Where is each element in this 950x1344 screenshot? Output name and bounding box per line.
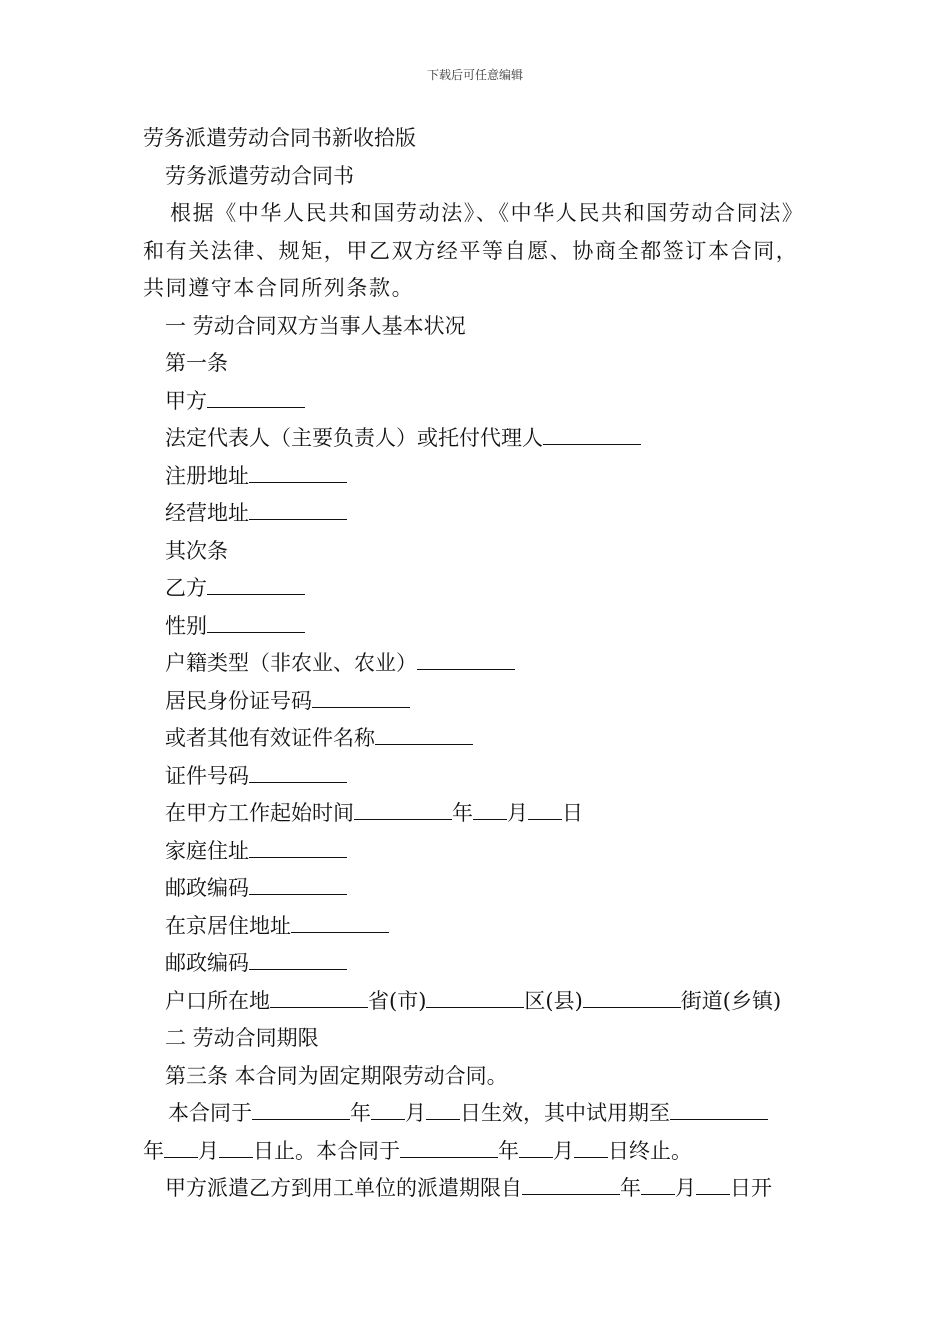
reg-addr-blank[interactable] — [249, 460, 347, 483]
effective-prefix: 本合同于 — [168, 1101, 252, 1125]
start-day-blank[interactable] — [528, 797, 562, 820]
month-label: 月 — [507, 801, 528, 825]
postcode-2-label: 邮政编码 — [165, 951, 249, 975]
party-a-label: 甲方 — [165, 388, 207, 413]
reg-addr-field — [143, 458, 813, 496]
probation-month-blank[interactable] — [164, 1135, 198, 1158]
home-addr-field — [143, 833, 813, 871]
termination-date-line — [143, 1133, 813, 1171]
postcode-field — [143, 870, 813, 908]
district-blank[interactable] — [426, 985, 524, 1008]
effective-year-blank[interactable] — [252, 1097, 350, 1120]
hukou-type-blank[interactable] — [417, 647, 515, 670]
gender-field — [143, 608, 813, 646]
page-header: 下载后可任意编辑 — [426, 68, 523, 82]
postcode-label: 邮政编码 — [165, 876, 249, 900]
id-number-field — [143, 683, 813, 721]
year-label: 年 — [620, 1176, 641, 1200]
hukou-location-field — [143, 983, 813, 1021]
document-body — [143, 120, 813, 1208]
month-label: 月 — [198, 1138, 219, 1163]
start-year-blank[interactable] — [354, 797, 452, 820]
hukou-type-field — [143, 645, 813, 683]
other-id-field — [143, 720, 813, 758]
street-label: 街道(乡镇) — [680, 988, 782, 1013]
legal-rep-blank[interactable] — [543, 422, 641, 445]
biz-addr-field — [143, 495, 813, 533]
cert-number-label: 证件号码 — [165, 763, 249, 788]
end-year-blank[interactable] — [400, 1135, 498, 1158]
probation-year-blank[interactable] — [670, 1097, 768, 1120]
end-month-blank[interactable] — [519, 1135, 553, 1158]
section-1-heading: 一 劳动合同双方当事人基本状况 — [165, 313, 466, 338]
intro-paragraph: 根据《中华人民共和国劳动法》、《中华人民共和国劳动合同法》和有关法律、规矩，甲乙双方经平等自愿、协商全都签订本合同，共同遵守本合同所列条款。 — [143, 201, 805, 300]
article-1: 第一条 — [165, 351, 228, 375]
start-time-field — [143, 795, 813, 833]
month-label: 月 — [675, 1176, 696, 1200]
district-label: 区(县) — [524, 988, 583, 1013]
party-a-field — [143, 383, 813, 421]
biz-addr-blank[interactable] — [249, 497, 347, 520]
cert-number-blank[interactable] — [249, 760, 347, 783]
year-label: 年 — [498, 1138, 519, 1163]
section-2-heading: 二 劳动合同期限 — [165, 1026, 319, 1050]
beijing-addr-label: 在京居住地址 — [165, 913, 291, 938]
start-month-blank[interactable] — [473, 797, 507, 820]
end-day-blank[interactable] — [574, 1135, 608, 1158]
hukou-type-label: 户籍类型（非农业、农业） — [165, 651, 417, 675]
beijing-addr-blank[interactable] — [291, 910, 389, 933]
dispatch-period-line — [143, 1170, 813, 1208]
party-a-blank[interactable] — [207, 385, 305, 408]
month-label: 月 — [405, 1101, 426, 1125]
termination-suffix: 日终止。 — [608, 1138, 692, 1163]
start-time-label: 在甲方工作起始时间 — [165, 801, 354, 825]
postcode-blank[interactable] — [249, 872, 347, 895]
id-number-blank[interactable] — [312, 685, 410, 708]
beijing-addr-field — [143, 908, 813, 946]
document-title: 劳务派遣劳动合同书新收拾版 — [143, 126, 416, 150]
cert-number-field — [143, 758, 813, 796]
effective-month-blank[interactable] — [371, 1097, 405, 1120]
hukou-location-label: 户口所在地 — [165, 988, 270, 1013]
biz-addr-label: 经营地址 — [165, 501, 249, 525]
reg-addr-label: 注册地址 — [165, 463, 249, 488]
day-label: 日 — [562, 801, 583, 825]
article-2: 其次条 — [165, 538, 228, 563]
other-id-blank[interactable] — [375, 722, 473, 745]
party-b-field — [143, 570, 813, 608]
party-b-label: 乙方 — [165, 576, 207, 600]
dispatch-prefix: 甲方派遣乙方到用工单位的派遣期限自 — [165, 1176, 522, 1200]
home-addr-label: 家庭住址 — [165, 838, 249, 863]
other-id-label: 或者其他有效证件名称 — [165, 726, 375, 750]
year-label: 年 — [143, 1138, 164, 1163]
province-blank[interactable] — [270, 985, 368, 1008]
month-label: 月 — [553, 1138, 574, 1163]
effective-day-blank[interactable] — [426, 1097, 460, 1120]
dispatch-month-blank[interactable] — [641, 1172, 675, 1195]
effective-mid: 日生效，其中试用期至 — [460, 1101, 670, 1125]
effective-date-line — [143, 1095, 813, 1133]
postcode-2-blank[interactable] — [249, 947, 347, 970]
dispatch-suffix: 日开 — [730, 1176, 772, 1200]
dispatch-day-blank[interactable] — [696, 1172, 730, 1195]
dispatch-year-blank[interactable] — [522, 1172, 620, 1195]
legal-rep-field — [143, 420, 813, 458]
street-blank[interactable] — [583, 985, 681, 1008]
article-3: 第三条 本合同为固定期限劳动合同。 — [165, 1063, 508, 1088]
id-number-label: 居民身份证号码 — [165, 688, 312, 713]
party-b-blank[interactable] — [207, 572, 305, 595]
home-addr-blank[interactable] — [249, 835, 347, 858]
postcode-2-field — [143, 945, 813, 983]
gender-blank[interactable] — [207, 610, 305, 633]
contract-subtitle: 劳务派遣劳动合同书 — [165, 163, 354, 188]
year-label: 年 — [350, 1101, 371, 1125]
probation-day-blank[interactable] — [219, 1135, 253, 1158]
gender-label: 性别 — [165, 613, 207, 638]
legal-rep-label: 法定代表人（主要负责人）或托付代理人 — [165, 426, 543, 450]
year-label: 年 — [452, 801, 473, 825]
termination-mid: 日止。本合同于 — [253, 1138, 400, 1163]
province-label: 省(市) — [368, 988, 427, 1013]
